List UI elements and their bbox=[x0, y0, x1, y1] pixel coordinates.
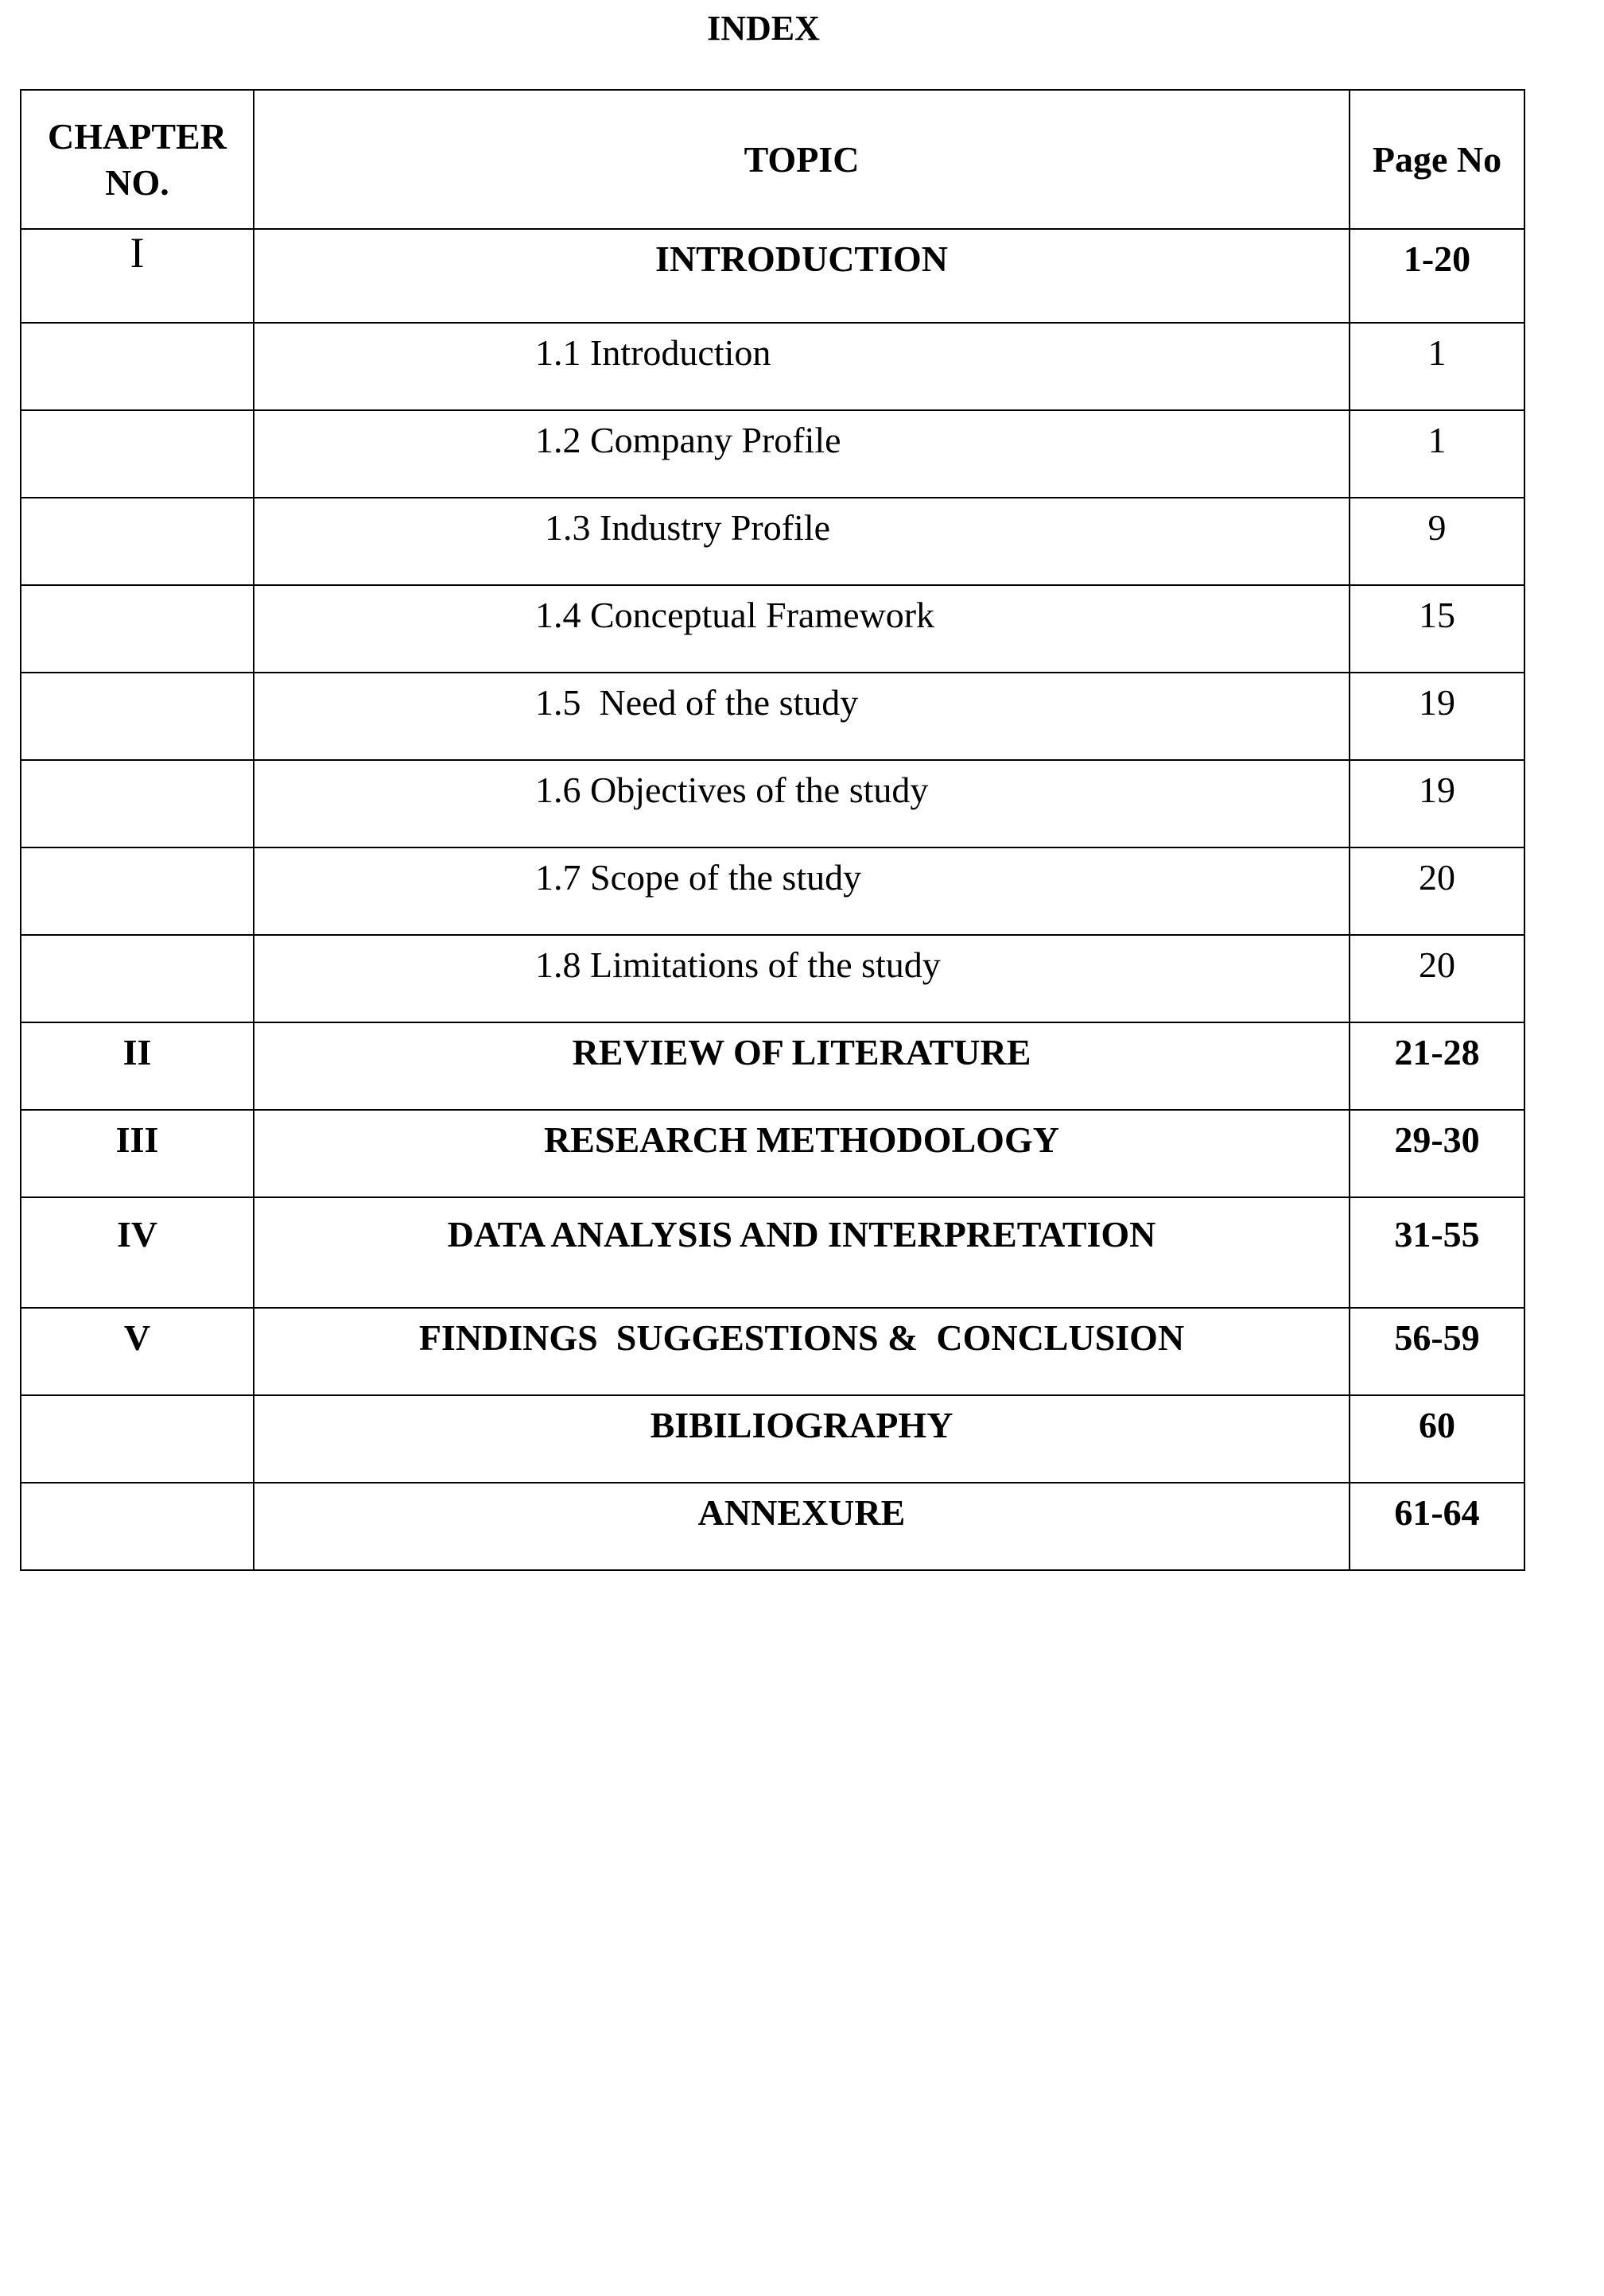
chapter-number: II bbox=[122, 1032, 152, 1072]
page-number-cell bbox=[1350, 935, 1524, 1022]
chapter-number-cell bbox=[21, 1022, 254, 1110]
header-page-no: Page No bbox=[1350, 90, 1524, 229]
topic-cell bbox=[254, 1395, 1350, 1483]
topic-cell bbox=[254, 498, 1350, 585]
page-number: 19 bbox=[1419, 682, 1455, 723]
page-number-cell bbox=[1350, 760, 1524, 847]
table-row bbox=[21, 1022, 1524, 1110]
page-number-cell bbox=[1350, 585, 1524, 673]
page-number-cell bbox=[1350, 1197, 1524, 1308]
page-number-cell bbox=[1350, 1308, 1524, 1395]
page-number: 20 bbox=[1419, 857, 1455, 898]
chapter-number-cell bbox=[21, 1308, 254, 1395]
topic-title: REVIEW OF LITERATURE bbox=[572, 1032, 1031, 1072]
table-row bbox=[21, 760, 1524, 847]
topic-cell bbox=[254, 935, 1350, 1022]
page-number: 20 bbox=[1419, 944, 1455, 985]
section-title: 1.3 Industry Profile bbox=[545, 507, 831, 548]
section-title: 1.7 Scope of the study bbox=[535, 857, 862, 898]
chapter-number-cell bbox=[21, 498, 254, 585]
chapter-number-cell bbox=[21, 1483, 254, 1570]
topic-title: RESEARCH METHODOLOGY bbox=[544, 1119, 1059, 1160]
page-number-cell bbox=[1350, 410, 1524, 498]
page-title: INDEX bbox=[707, 9, 820, 48]
table-row bbox=[21, 1308, 1524, 1395]
chapter-number-cell bbox=[21, 673, 254, 760]
table-row bbox=[21, 323, 1524, 410]
topic-cell bbox=[254, 847, 1350, 935]
table-row bbox=[21, 935, 1524, 1022]
topic-title: INTRODUCTION bbox=[654, 239, 949, 279]
header-topic: TOPIC bbox=[254, 90, 1350, 229]
section-title: 1.6 Objectives of the study bbox=[535, 770, 929, 810]
page-number: 29-30 bbox=[1394, 1119, 1480, 1160]
page-number-cell bbox=[1350, 1395, 1524, 1483]
section-title: 1.4 Conceptual Framework bbox=[535, 595, 935, 635]
table-row bbox=[21, 673, 1524, 760]
topic-cell bbox=[254, 1022, 1350, 1110]
page-number: 60 bbox=[1419, 1405, 1455, 1445]
topic-cell bbox=[254, 585, 1350, 673]
topic-cell bbox=[254, 1308, 1350, 1395]
page-number: 56-59 bbox=[1394, 1317, 1480, 1358]
page-number-cell bbox=[1350, 1483, 1524, 1570]
topic-title: BIBILIOGRAPHY bbox=[650, 1405, 953, 1445]
chapter-number-cell bbox=[21, 935, 254, 1022]
page-number-cell bbox=[1350, 1110, 1524, 1197]
topic-cell bbox=[254, 760, 1350, 847]
page-number-cell bbox=[1350, 498, 1524, 585]
table-row bbox=[21, 585, 1524, 673]
chapter-number-cell bbox=[21, 1197, 254, 1308]
table-row bbox=[21, 1395, 1524, 1483]
topic-cell bbox=[254, 1483, 1350, 1570]
topic-cell bbox=[254, 673, 1350, 760]
topic-cell bbox=[254, 410, 1350, 498]
topic-cell bbox=[254, 323, 1350, 410]
table-row bbox=[21, 1197, 1524, 1308]
page-number: 21-28 bbox=[1394, 1032, 1480, 1072]
chapter-number-cell bbox=[21, 760, 254, 847]
chapter-number: III bbox=[115, 1119, 159, 1160]
chapter-number-cell bbox=[21, 323, 254, 410]
chapter-number-cell bbox=[21, 585, 254, 673]
topic-title: DATA ANALYSIS AND INTERPRETATION bbox=[447, 1214, 1156, 1255]
table-row bbox=[21, 410, 1524, 498]
page-number: 1-20 bbox=[1403, 239, 1471, 279]
topic-title: FINDINGS SUGGESTIONS & CONCLUSION bbox=[418, 1317, 1185, 1358]
chapter-number-cell bbox=[21, 410, 254, 498]
section-title: 1.2 Company Profile bbox=[535, 420, 841, 460]
section-title: 1.8 Limitations of the study bbox=[535, 944, 941, 985]
page-number: 1 bbox=[1427, 332, 1447, 373]
chapter-number: IV bbox=[116, 1214, 158, 1255]
table-row bbox=[21, 1110, 1524, 1197]
page-number: 31-55 bbox=[1394, 1214, 1480, 1255]
topic-cell bbox=[254, 1197, 1350, 1308]
table-row bbox=[21, 1483, 1524, 1570]
page-number-cell bbox=[1350, 1022, 1524, 1110]
page-number-cell bbox=[1350, 229, 1524, 323]
topic-cell bbox=[254, 1110, 1350, 1197]
table-row bbox=[21, 229, 1524, 323]
header-chapter-no: CHAPTER NO. bbox=[21, 90, 254, 229]
topic-title: ANNEXURE bbox=[697, 1492, 906, 1533]
index-table bbox=[20, 89, 1525, 1571]
page-number: 15 bbox=[1419, 595, 1455, 635]
table-header-row bbox=[21, 90, 1524, 229]
chapter-number-cell bbox=[21, 847, 254, 935]
page-number-cell bbox=[1350, 673, 1524, 760]
page-number: 61-64 bbox=[1394, 1492, 1480, 1533]
chapter-number-cell bbox=[21, 1395, 254, 1483]
chapter-number: V bbox=[123, 1317, 151, 1358]
table-row bbox=[21, 498, 1524, 585]
page-number: 19 bbox=[1419, 770, 1455, 810]
chapter-number: I bbox=[130, 229, 145, 277]
page-number: 1 bbox=[1427, 420, 1447, 460]
page-number-cell bbox=[1350, 323, 1524, 410]
page-number-cell bbox=[1350, 847, 1524, 935]
section-title: 1.5 Need of the study bbox=[535, 682, 859, 723]
topic-cell bbox=[254, 229, 1350, 323]
table-row bbox=[21, 847, 1524, 935]
page-number: 9 bbox=[1427, 507, 1447, 548]
chapter-number-cell bbox=[21, 1110, 254, 1197]
chapter-number-cell bbox=[21, 229, 254, 323]
section-title: 1.1 Introduction bbox=[535, 332, 771, 373]
